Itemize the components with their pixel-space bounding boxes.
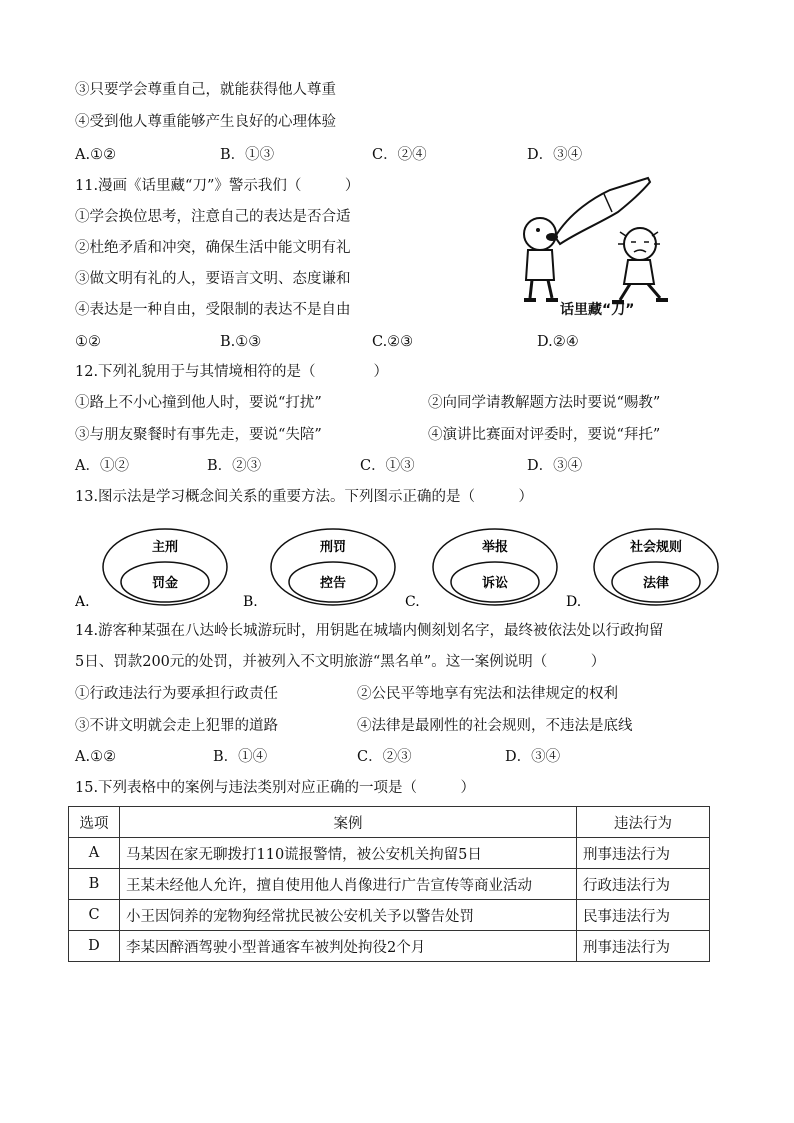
diagram-a-letter: A. — [75, 594, 90, 608]
diagram-d-letter: D. — [566, 594, 582, 608]
q11-option-b: B.①③ — [220, 334, 262, 350]
q11-option-c: C.②③ — [372, 334, 414, 350]
diagram-c-letter: C. — [405, 594, 420, 608]
cartoon-illustration — [500, 172, 680, 320]
row-violation-type: 刑事违法行为 — [577, 838, 710, 869]
q14-statement-2: ②公民平等地享有宪法和法律规定的权利 — [357, 686, 618, 702]
q12-statement-2: ②向同学请教解题方法时要说“赐教” — [428, 395, 661, 411]
q10-option-b: B．①③ — [220, 147, 275, 163]
row-case: 小王因饲养的宠物狗经常扰民被公安机关予以警告处罚 — [120, 900, 577, 931]
diagram-c-outer-label: 举报 — [481, 540, 509, 555]
q14-option-c: C．②③ — [357, 749, 412, 765]
diagram-d — [566, 526, 726, 608]
q15-stem: 15.下列表格中的案例与违法类别对应正确的一项是（ ） — [75, 780, 476, 796]
diagram-c — [405, 526, 565, 608]
diagram-b-inner-label: 控告 — [319, 576, 347, 591]
diagram-a-outer-label: 主刑 — [151, 540, 179, 555]
q11-option-a: ①② — [75, 334, 101, 350]
q12-option-d: D．③④ — [527, 458, 583, 474]
q13-stem: 13.图示法是学习概念间关系的重要方法。下列图示正确的是（ ） — [75, 489, 534, 505]
q14-statement-1: ①行政违法行为要承担行政责任 — [75, 686, 278, 702]
row-case: 王某未经他人允许，擅自使用他人肖像进行广告宣传等商业活动 — [120, 869, 577, 900]
q10-statement-3: ③只要学会尊重自己，就能获得他人尊重 — [75, 82, 336, 98]
q12-option-b: B．②③ — [207, 458, 262, 474]
q12-statement-1: ①路上不小心撞到他人时，要说“打扰” — [75, 395, 322, 411]
q12-option-c: C．①③ — [360, 458, 415, 474]
row-case: 马某因在家无聊拨打110谎报警情，被公安机关拘留5日 — [120, 838, 577, 869]
q11-statement-4: ④表达是一种自由，受限制的表达不是自由 — [75, 302, 351, 318]
diagram-b-letter: B. — [243, 594, 258, 608]
q10-option-a: A.①② — [75, 147, 117, 163]
q12-statement-3: ③与朋友聚餐时有事先走，要说“失陪” — [75, 427, 322, 443]
table-row — [69, 869, 710, 900]
table-row — [69, 900, 710, 931]
cartoon-caption: 话里藏“刀” — [560, 302, 635, 318]
cases-table — [68, 806, 710, 962]
diagram-a — [75, 526, 235, 608]
row-option: A — [69, 838, 120, 869]
q14-stem-line-2: 5日、罚款200元的处罚，并被列入不文明旅游“黑名单”。这一案例说明（ ） — [75, 654, 606, 670]
diagram-b-outer-label: 刑罚 — [319, 540, 347, 555]
diagram-d-outer-label: 社会规则 — [629, 540, 683, 555]
q12-stem: 12.下列礼貌用于与其情境相符的是（ ） — [75, 364, 389, 380]
q12-statement-4: ④演讲比赛面对评委时，要说“拜托” — [428, 427, 661, 443]
row-option: B — [69, 869, 120, 900]
row-violation-type: 民事违法行为 — [577, 900, 710, 931]
q12-option-a: A．①② — [75, 458, 129, 474]
q11-statement-3: ③做文明有礼的人，要语言文明、态度谦和 — [75, 271, 351, 287]
table-header-row — [69, 807, 710, 838]
q14-stem-line-1: 14.游客种某强在八达岭长城游玩时，用钥匙在城墙内侧刻划名字，最终被依法处以行政拘留 — [75, 623, 664, 639]
q11-statement-1: ①学会换位思考，注意自己的表达是否合适 — [75, 209, 351, 225]
q14-option-b: B．①④ — [213, 749, 268, 765]
q10-option-d: D．③④ — [527, 147, 583, 163]
q14-statement-4: ④法律是最刚性的社会规则，不违法是底线 — [357, 718, 633, 734]
q14-option-d: D．③④ — [505, 749, 561, 765]
row-option: C — [69, 900, 120, 931]
diagram-b — [243, 526, 403, 608]
q11-statement-2: ②杜绝矛盾和冲突，确保生活中能文明有礼 — [75, 240, 351, 256]
header-case: 案例 — [120, 807, 577, 838]
cartoon-hidden-knife — [500, 172, 680, 320]
q14-statement-3: ③不讲文明就会走上犯罪的道路 — [75, 718, 278, 734]
diagram-d-inner-label: 法律 — [642, 576, 670, 591]
diagram-c-inner-label: 诉讼 — [481, 576, 509, 591]
header-violation-type: 违法行为 — [577, 807, 710, 838]
q14-option-a: A.①② — [75, 749, 117, 765]
header-option: 选项 — [69, 807, 120, 838]
table-row — [69, 931, 710, 962]
row-violation-type: 行政违法行为 — [577, 869, 710, 900]
diagram-a-inner-label: 罚金 — [151, 576, 179, 591]
q10-statement-4: ④受到他人尊重能够产生良好的心理体验 — [75, 114, 336, 130]
row-option: D — [69, 931, 120, 962]
row-case: 李某因醉酒驾驶小型普通客车被判处拘役2个月 — [120, 931, 577, 962]
q10-option-c: C．②④ — [372, 147, 427, 163]
table-row — [69, 838, 710, 869]
q11-option-d: D.②④ — [537, 334, 579, 350]
q11-stem: 11.漫画《话里藏“刀”》警示我们（ ） — [75, 178, 360, 194]
row-violation-type: 刑事违法行为 — [577, 931, 710, 962]
